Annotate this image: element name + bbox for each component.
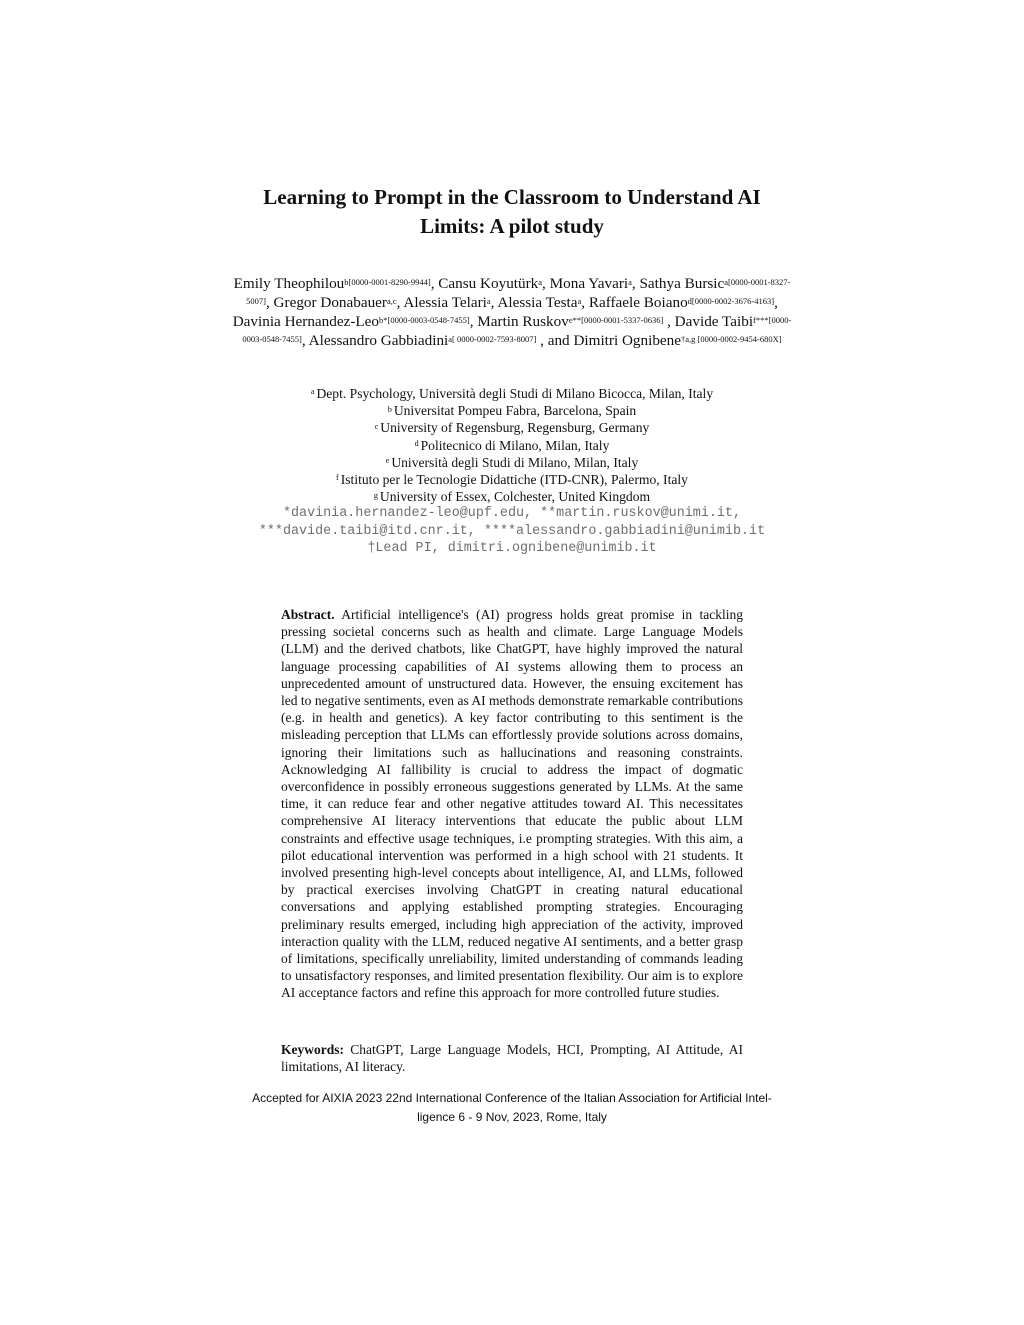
acceptance-note <box>232 1089 792 1127</box>
author-affiliation-mark: e**[0000-0001-5337-0636] <box>568 315 664 326</box>
email-line: ***davide.taibi@itd.cnr.it, ****alessandro.gabbiadini@unimib.it <box>258 523 766 539</box>
keywords-label: Keywords: <box>281 1042 344 1057</box>
title-line-2: Limits: A pilot study <box>420 214 604 238</box>
acceptance-line-2: ligence 6 - 9 Nov, 2023, Rome, Italy <box>417 1110 607 1124</box>
author-affiliation-mark: d[0000-0002-3676-4163] <box>687 296 775 307</box>
affiliation-item <box>212 419 812 436</box>
author-affiliation-mark: b[0000-0001-8290-9944] <box>344 277 431 288</box>
author-name: Gregor Donabauer <box>273 294 387 311</box>
affiliation-mark: b <box>387 404 392 414</box>
title-line-1: Learning to Prompt in the Classroom to Understand AI <box>263 185 761 209</box>
affiliation-text: University of Regensburg, Regensburg, Germany <box>380 420 650 436</box>
author-separator: , <box>301 332 309 349</box>
affiliation-text: Dept. Psychology, Università degli Studi di Milano Bicocca, Milan, Italy <box>316 386 714 401</box>
author-separator: , <box>490 294 498 311</box>
affiliation-text: Politecnico di Milano, Milan, Italy <box>420 437 610 453</box>
author-name: Emily Theophilou <box>233 275 345 292</box>
abstract-label: Abstract. <box>281 607 335 622</box>
affiliation-text: Istituto per le Tecnologie Didattiche (ITD-CNR), Palermo, Italy <box>340 472 688 488</box>
paper-title <box>200 183 824 241</box>
keywords-text: ChatGPT, Large Language Models, HCI, Prompting, AI Attitude, AI limitations, AI literacy. <box>281 1042 744 1075</box>
author-affiliation-mark: a <box>628 277 632 288</box>
author-affiliation-mark: a[ 0000-0002-7593-8007] <box>448 334 537 345</box>
affiliation-text: University of Essex, Colchester, United Kingdom <box>379 489 651 505</box>
author-name: Davide Taibi <box>674 313 754 330</box>
author-separator: , <box>663 313 675 330</box>
affiliation-item <box>212 402 812 419</box>
author-name: Martin Ruskov <box>477 313 569 330</box>
acceptance-line-1: Accepted for AIXIA 2023 22nd International Conference of the Italian Association for Artificial Intel- <box>252 1091 772 1105</box>
author-separator: , <box>774 294 778 311</box>
author-list <box>232 274 792 350</box>
author-separator: , <box>631 275 640 292</box>
author-affiliation-mark: a <box>538 277 543 288</box>
author-separator: , <box>581 294 589 311</box>
keywords <box>281 1041 743 1075</box>
affiliation-list <box>212 385 812 505</box>
affiliation-item <box>212 454 812 471</box>
contact-emails <box>192 505 832 558</box>
author-separator: , <box>469 313 478 330</box>
affiliation-text: Universitat Pompeu Fabra, Barcelona, Spain <box>393 403 637 419</box>
author-name: Cansu Koyutürk <box>438 275 539 292</box>
email-line: *davinia.hernandez-leo@upf.edu, **martin.ruskov@unimi.it, <box>282 506 742 521</box>
abstract-text: Artificial intelligence's (AI) progress holds great promise in tackling pressing societal concerns such as health and climate. Large Language Models (LLM) and the derived chatbots, like ChatGPT, have highly improved the natural language processing capabilities of AI systems allowing them to process an unprecedented amount of unstructured data. However, the ensuing excitement has led to negative sentiments, even as AI methods demonstrate remarkable contributions (e.g. in health and genetics). A key factor contributing to this sentiment is the misleading perception that LLMs can effortlessly provide solutions across domains, ignoring their limitations such as hallucinations and reasoning constraints. Acknowledging AI fallibility is crucial to address the impact of dogmatic overconfidence in possibly erroneous suggestions generated by LLMs. At the same time, it can reduce fear and other negative attitudes toward AI. This necessitates comprehensive AI literacy interventions that educate the public about LLM constraints and effective usage techniques, i.e prompting strategies. With this aim, a pilot educational intervention was performed in a high school with 21 students. It involved presenting high-level concepts about intelligence, AI, and LLMs, followed by practical exercises involving ChatGPT in creating natural educational conversations and applying established prompting strategies. Encouraging preliminary results emerged, including high appreciation of the activity, improved interaction quality with the LLM, reduced negative AI sentiments, and a better grasp of limitations, specifically unreliability, limited understanding of commands leading to unsatisfactory responses, and limited presentation flexibility. Our aim is to explore AI acceptance factors and refine this approach for more controlled future studies. <box>281 607 743 1001</box>
author-separator: , <box>430 275 439 292</box>
author-separator: , <box>265 294 274 311</box>
author-separator: , and <box>536 332 574 349</box>
affiliation-item <box>212 437 812 454</box>
author-affiliation-mark: a <box>577 296 582 307</box>
author-affiliation-mark: a <box>486 296 491 307</box>
affiliation-item <box>212 471 812 488</box>
author-affiliation-mark: a,c <box>386 296 397 307</box>
author-separator: , <box>542 275 550 292</box>
email-line: †Lead PI, dimitri.ognibene@unimib.it <box>367 541 657 556</box>
author-name: Raffaele Boiano <box>588 294 688 311</box>
author-affiliation-mark: †a,g [0000-0002-9454-680X] <box>681 334 782 345</box>
author-affiliation-mark: b*[0000-0003-0548-7455] <box>379 315 470 326</box>
affiliation-text: Università degli Studi di Milano, Milan, Italy <box>391 454 639 470</box>
affiliation-mark: g <box>373 490 378 500</box>
affiliation-mark: e <box>385 456 390 466</box>
author-name: Alessandro Gabbiadini <box>308 332 449 349</box>
affiliation-item <box>212 488 812 505</box>
author-affiliation-mark: a[0000-0001-8327-5007] <box>246 277 791 307</box>
affiliation-item <box>212 385 812 402</box>
affiliation-mark: c <box>374 421 379 431</box>
author-separator: , <box>396 294 404 311</box>
affiliation-mark: a <box>310 387 315 397</box>
author-name: Alessia Telari <box>403 294 487 311</box>
author-name: Davinia Hernandez-Leo <box>232 313 380 330</box>
author-name: Dimitri Ognibene <box>573 332 682 349</box>
affiliation-mark: d <box>414 439 419 449</box>
affiliation-mark: f <box>336 473 339 483</box>
author-name: Alessia Testa <box>497 294 578 311</box>
abstract <box>281 606 743 1002</box>
author-affiliation-mark: f***[0000-0003-0548-7455] <box>242 315 792 345</box>
author-name: Mona Yavari <box>549 275 629 292</box>
author-name: Sathya Bursic <box>639 275 725 292</box>
